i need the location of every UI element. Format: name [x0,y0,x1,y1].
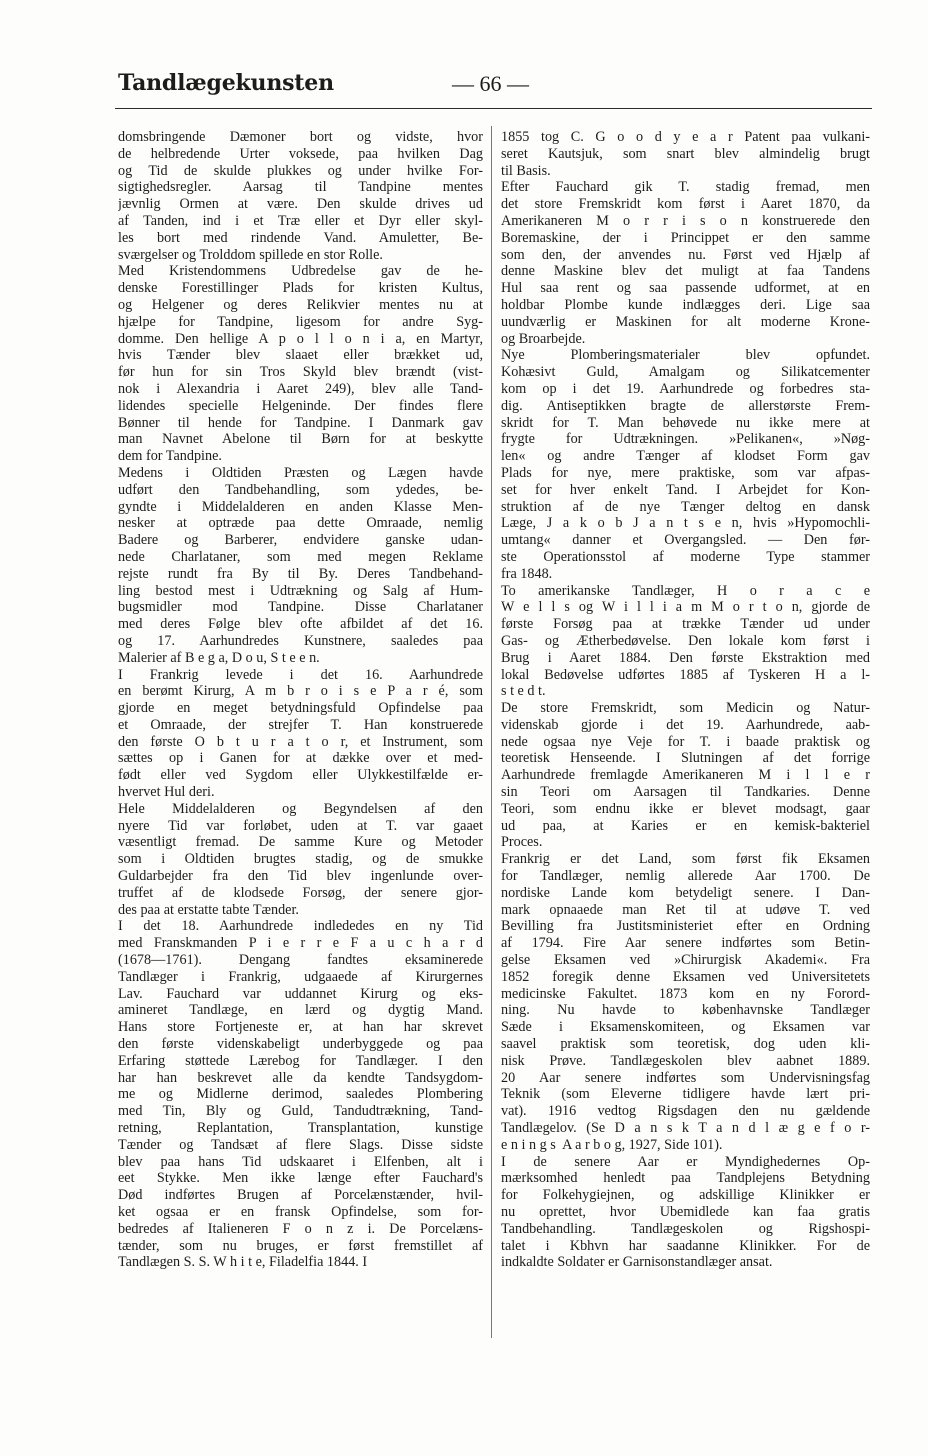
text-line: Badere og Barberer, endvidere ganske udan- [118,532,483,549]
running-title: Tandlægekunsten [118,70,334,96]
text-line: Brug i Aaret 1884. Den første Ekstraktion med [501,649,870,666]
text-line: Erfaring støttede Lærebog for Tandlæger. I den [118,1052,483,1069]
text-line: Efter Fauchard gik T. stadig fremad, men [501,179,870,196]
text-line: bedredes af Italieneren F o n z i. De Porcelæns- [118,1220,483,1237]
text-line: W e l l s og W i l l i a m M o r t o n, gjorde de [501,599,870,616]
text-line: nyere Tid var forløbet, uden at T. var gaaet [118,817,483,834]
text-line: Tandlægelov. (Se D a n s k T a n d l æ g e f o r- [501,1120,870,1137]
text-line: med Tin, Bly og Guld, Tandudtrækning, Tand- [118,1103,483,1120]
text-line: lidendes specielle Helgeninde. Der findes flere [118,397,483,414]
text-line: til Basis. [501,162,551,179]
text-line: I det 18. Aarhundrede indlededes en ny Tid [118,918,483,935]
text-line: kom op i det 19. Aarhundrede og forbedres sta- [501,380,870,397]
text-line: Lav. Fauchard var uddannet Kirurg og eks- [118,985,483,1002]
text-line: Boremaskine, der i Princippet er den samme [501,229,870,246]
text-line: ud paa, at Karies er en kemisk-bakteriel [501,817,870,834]
text-line: Nye Plomberingsmaterialer blev opfundet. [501,347,870,364]
right-column [501,129,870,1271]
text-line: rejste rundt fra By til By. Deres Tandbehand- [118,565,483,582]
text-line: teoretisk Henseende. I Slutningen af det forrige [501,750,870,767]
text-line: fra 1848. [501,565,553,582]
text-line: seret Kautsjuk, som snart blev almindelig brugt [501,145,870,162]
text-line: sin Teori om Aarsagen til Tandkaries. Denne [501,784,870,801]
text-line: set for hver enkelt Tand. I Arbejdet for Kon- [501,481,870,498]
text-line: medicinske Fakultet. 1873 kom en ny Forord- [501,985,870,1002]
text-line: nok i Alexandria i Aaret 249), blev alle Tand- [118,380,483,397]
text-line: denne Maskine blev det muligt at faa Tandens [501,263,870,280]
text-line: De store Fremskridt, som Medicin og Natur- [501,700,870,717]
text-line: Kohæsivt Guld, Amalgam og Silikatcementer [501,364,870,381]
text-line: og Helgener og deres Relikvier mentes nu at [118,296,483,313]
text-line: Bevilling fra Justitsministeriet efter en Ordning [501,918,870,935]
text-line: før hun for sin Tros Skyld blev brændt (vist- [118,364,483,381]
text-line: hvis Tænder blev slaaet eller brækket ud, [118,347,483,364]
text-line: saavel praktisk som teoretisk, dog uden kli- [501,1036,870,1053]
text-line: nesker at optræde paa dette Omraade, nemlig [118,515,483,532]
text-line: Bønner til hende for Tandpine. I Danmark gav [118,414,483,431]
text-line: hvervet Hul deri. [118,784,215,801]
text-line: og Broarbejde. [501,330,586,347]
text-line: retning, Replantation, Transplantation, kunstige [118,1120,483,1137]
text-line: I Frankrig levede i det 16. Aarhundrede [118,666,483,683]
text-line: gyndte i Middelalderen en anden Klasse Men- [118,498,483,515]
text-line: I de senere Aar er Myndighedernes Op- [501,1153,870,1170]
text-line: skridt for T. Man behøvede nu ikke mere at [501,414,870,431]
text-line: holdbar Plombe kunde indlægges deri. Lige saa [501,296,870,313]
text-line: Proces. [501,834,543,851]
text-line: født eller ved Sygdom eller Ulykkestilfælde er- [118,767,483,784]
left-column [118,129,483,1271]
text-line: hjælpe for Tandpine, ligesom for andre Syg- [118,313,483,330]
text-line: Hans store Fortjeneste er, at han har skrevet [118,1019,483,1036]
text-line: den første videnskabeligt underbyggede og paa [118,1036,483,1053]
text-line: e n i n g s A a r b o g, 1927, Side 101). [501,1136,723,1153]
text-line: me og Midlerne derimod, saaledes Plombering [118,1086,483,1103]
text-line: videnskab gjorde i det 19. Aarhundrede, aab- [501,716,870,733]
text-line: des paa at erstatte tabte Tænder. [118,901,299,918]
text-line: en berømt Kirurg, A m b r o i s e P a r é, som [118,683,483,700]
text-line: jævnlig Ormen at være. Den skulde drives ud [118,196,483,213]
text-line: Amerikaneren M o r r i s o n konstruerede den [501,212,870,229]
page-number: — 66 — [452,71,529,96]
text-line: gjorde en meget betydningsfuld Opfindelse paa [118,700,483,717]
page-header [118,70,870,104]
text-line: vat). 1916 vedtog Rigsdagen den nu gældende [501,1103,870,1120]
text-line: nu oprettet, hvor Ubemidlede kan faa gratis [501,1204,870,1220]
text-line: Sæde i Eksamenskomiteen, og Eksamen var [501,1019,870,1036]
text-line: Teori, som endnu ikke er blevet modsagt, gaar [501,800,870,817]
text-line: af Tanden, ind i et Træ eller et Dyr eller skyl- [118,212,483,229]
text-line: lokal Bedøvelse udførtes 1885 af Tyskeren H a l- [501,666,870,683]
column-divider [491,126,492,1338]
text-line: og 17. Aarhundredes Kunstnere, saaledes paa [118,632,483,649]
text-line: truffet af de klodsede Forsøg, der senere gjor- [118,884,483,901]
text-line: (1678—1761). Dengang fandtes eksaminerede [118,952,483,969]
text-line: 20 Aar senere indførtes som Undervisningsfag [501,1069,870,1086]
text-line: Guldarbejder fra den Tid blev ingenlunde over- [118,868,483,885]
text-line: amineret Tandlæge, en lærd og dygtig Mand. [118,1002,483,1019]
text-line: væsentligt fremad. De samme Kure og Metoder [118,834,483,851]
text-line: sættes op i Ganen for at dække over et med- [118,750,483,767]
header-rule [115,108,872,109]
text-line: af 1794. Fire Aar senere indførtes som Betin- [501,935,870,952]
text-line: mark opnaaede man Ret til at udøve T. ved [501,901,870,918]
text-line: Tandlægen S. S. W h i t e, Filadelfia 1844. I [118,1254,368,1271]
text-line: 1855 tog C. G o o d y e a r Patent paa vulkani- [501,129,870,145]
text-line: ket ogsaa er en fransk Opfindelse, som for- [118,1204,483,1220]
text-line: nordiske Lande kom betydeligt senere. I Dan- [501,884,870,901]
text-line: udført den Tandbehandling, som ydedes, be- [118,481,483,498]
text-line: sigtighedsregler. Aarsag til Tandpine mentes [118,179,483,196]
text-line: det store Fremskridt kom først i Aaret 1870, da [501,196,870,213]
text-line: mærksomhed henledt paa Tandplejens Betydning [501,1170,870,1187]
text-line: struktion af de nye Tænger deltog en dansk [501,498,870,515]
text-line: s t e d t. [501,683,546,700]
text-line: nede ogsaa nye Veje for T. i baade praktisk og [501,733,870,750]
text-line: med deres Følge blev ofte afbildet af det 16. [118,616,483,633]
text-line: gelse Eksamen ved »Chirurgisk Akademi«. Fra [501,952,870,969]
text-line: Med Kristendommens Udbredelse gav de he- [118,263,483,280]
text-line: tænder, som nu bruges, er først fremstillet af [118,1237,483,1254]
text-line: et Omraade, der strejfer T. Han konstruerede [118,716,483,733]
text-line: for Folkehygiejnen, og adskillige Klinikker er [501,1187,870,1204]
text-line: len« og andre Tænger af klodset Form gav [501,448,870,465]
text-line: denske Forestillinger Plads for kristen Kultus, [118,280,483,297]
text-line: har han beskrevet alle da kendte Tandsygdom- [118,1069,483,1086]
text-line: dig. Antiseptikken bragte de allerstørste Frem- [501,397,870,414]
text-line: bugsmidler mod Tandpine. Disse Charlataner [118,599,483,616]
text-line: Hul saa rent og saa passende udformet, at en [501,280,870,297]
text-line: ning. Nu havde to københavnske Tandlæger [501,1002,870,1019]
text-line: Tandbehandling. Tandlægeskolen og Rigshospi- [501,1220,870,1237]
text-line: To amerikanske Tandlæger, H o r a c e [501,582,870,599]
text-line: indkaldte Soldater er Garnisonstandlæger ansat. [501,1254,773,1271]
text-line: Aarhundrede fremlagde Amerikaneren M i l l e r [501,767,870,784]
text-line: for Tandlæger, nemlig allerede Aar 1700. De [501,868,870,885]
text-line: uundværlig er Maskinen for alt moderne Krone- [501,313,870,330]
text-line: domme. Den hellige A p o l l o n i a, en Martyr, [118,330,483,347]
text-line: og Tid de skulde plukkes og under hvilke For- [118,162,483,179]
text-line: blev paa hans Tid udskaaret i Elfenben, alt i [118,1153,483,1170]
text-line: Plads for nye, mere praktiske, som var afpas- [501,464,870,481]
text-line: Tandlæger i Frankrig, udgaaede af Kirurgernes [118,968,483,985]
text-line: Medens i Oldtiden Præsten og Lægen havde [118,464,483,481]
text-line: sværgelser og Trolddom spillede en stor Rolle. [118,246,383,263]
text-line: Død indførtes Brugen af Porcelænstænder, hvil- [118,1187,483,1204]
text-line: Teknik (som Eleverne tidligere havde lært pri- [501,1086,870,1103]
text-line: eet Stykke. Men ikke længe efter Fauchard's [118,1170,483,1187]
text-line: de helbredende Urter voksede, paa hvilken Dag [118,145,483,162]
text-line: man Navnet Abelone til Børn for at beskytte [118,431,483,448]
text-line: talet i Kbhvn har saadanne Klinikker. For de [501,1237,870,1254]
text-line: dem for Tandpine. [118,448,222,465]
text-line: som i Oldtiden brugtes stadig, og de smukke [118,851,483,868]
text-line: ling bestod mest i Udtrækning og Salg af Hum- [118,582,483,599]
text-line: Frankrig er det Land, som først fik Eksamen [501,851,870,868]
text-line: ste Operationsstol af moderne Type stammer [501,548,870,565]
text-line: Hele Middelalderen og Begyndelsen af den [118,800,483,817]
text-line: nisk Prøve. Tandlægeskolen blev aabnet 1889. [501,1052,870,1069]
text-line: første Forsøg paa at trække Tænder ud under [501,616,870,633]
text-line: som den, der anvendes nu. Først ved Hjælp af [501,246,870,263]
text-line: 1852 foregik denne Eksamen ved Universitetets [501,968,870,985]
text-line: Tænder og Tandsæt af flere Slags. Disse sidste [118,1136,483,1153]
text-line: frygte for Udtrækningen. »Pelikanen«, »Nøg- [501,431,870,448]
text-line: domsbringende Dæmoner bort og vidste, hvor [118,129,483,145]
text-line: les bort med rindende Vand. Amuletter, Be- [118,229,483,246]
text-line: umtang« danner et Overgangsled. — Den før- [501,532,870,549]
text-line: den første O b t u r a t o r, et Instrument, som [118,733,483,750]
text-line: med Franskmanden P i e r r e F a u c h a r d [118,935,483,952]
text-line: Gas- og Ætherbedøvelse. Den lokale kom først i [501,632,870,649]
text-line: nede Charlataner, som med megen Reklame [118,548,483,565]
text-line: Læge, J a k o b J a n t s e n, hvis »Hypomochli- [501,515,870,532]
text-line: Malerier af B e g a, D o u, S t e e n. [118,649,320,666]
